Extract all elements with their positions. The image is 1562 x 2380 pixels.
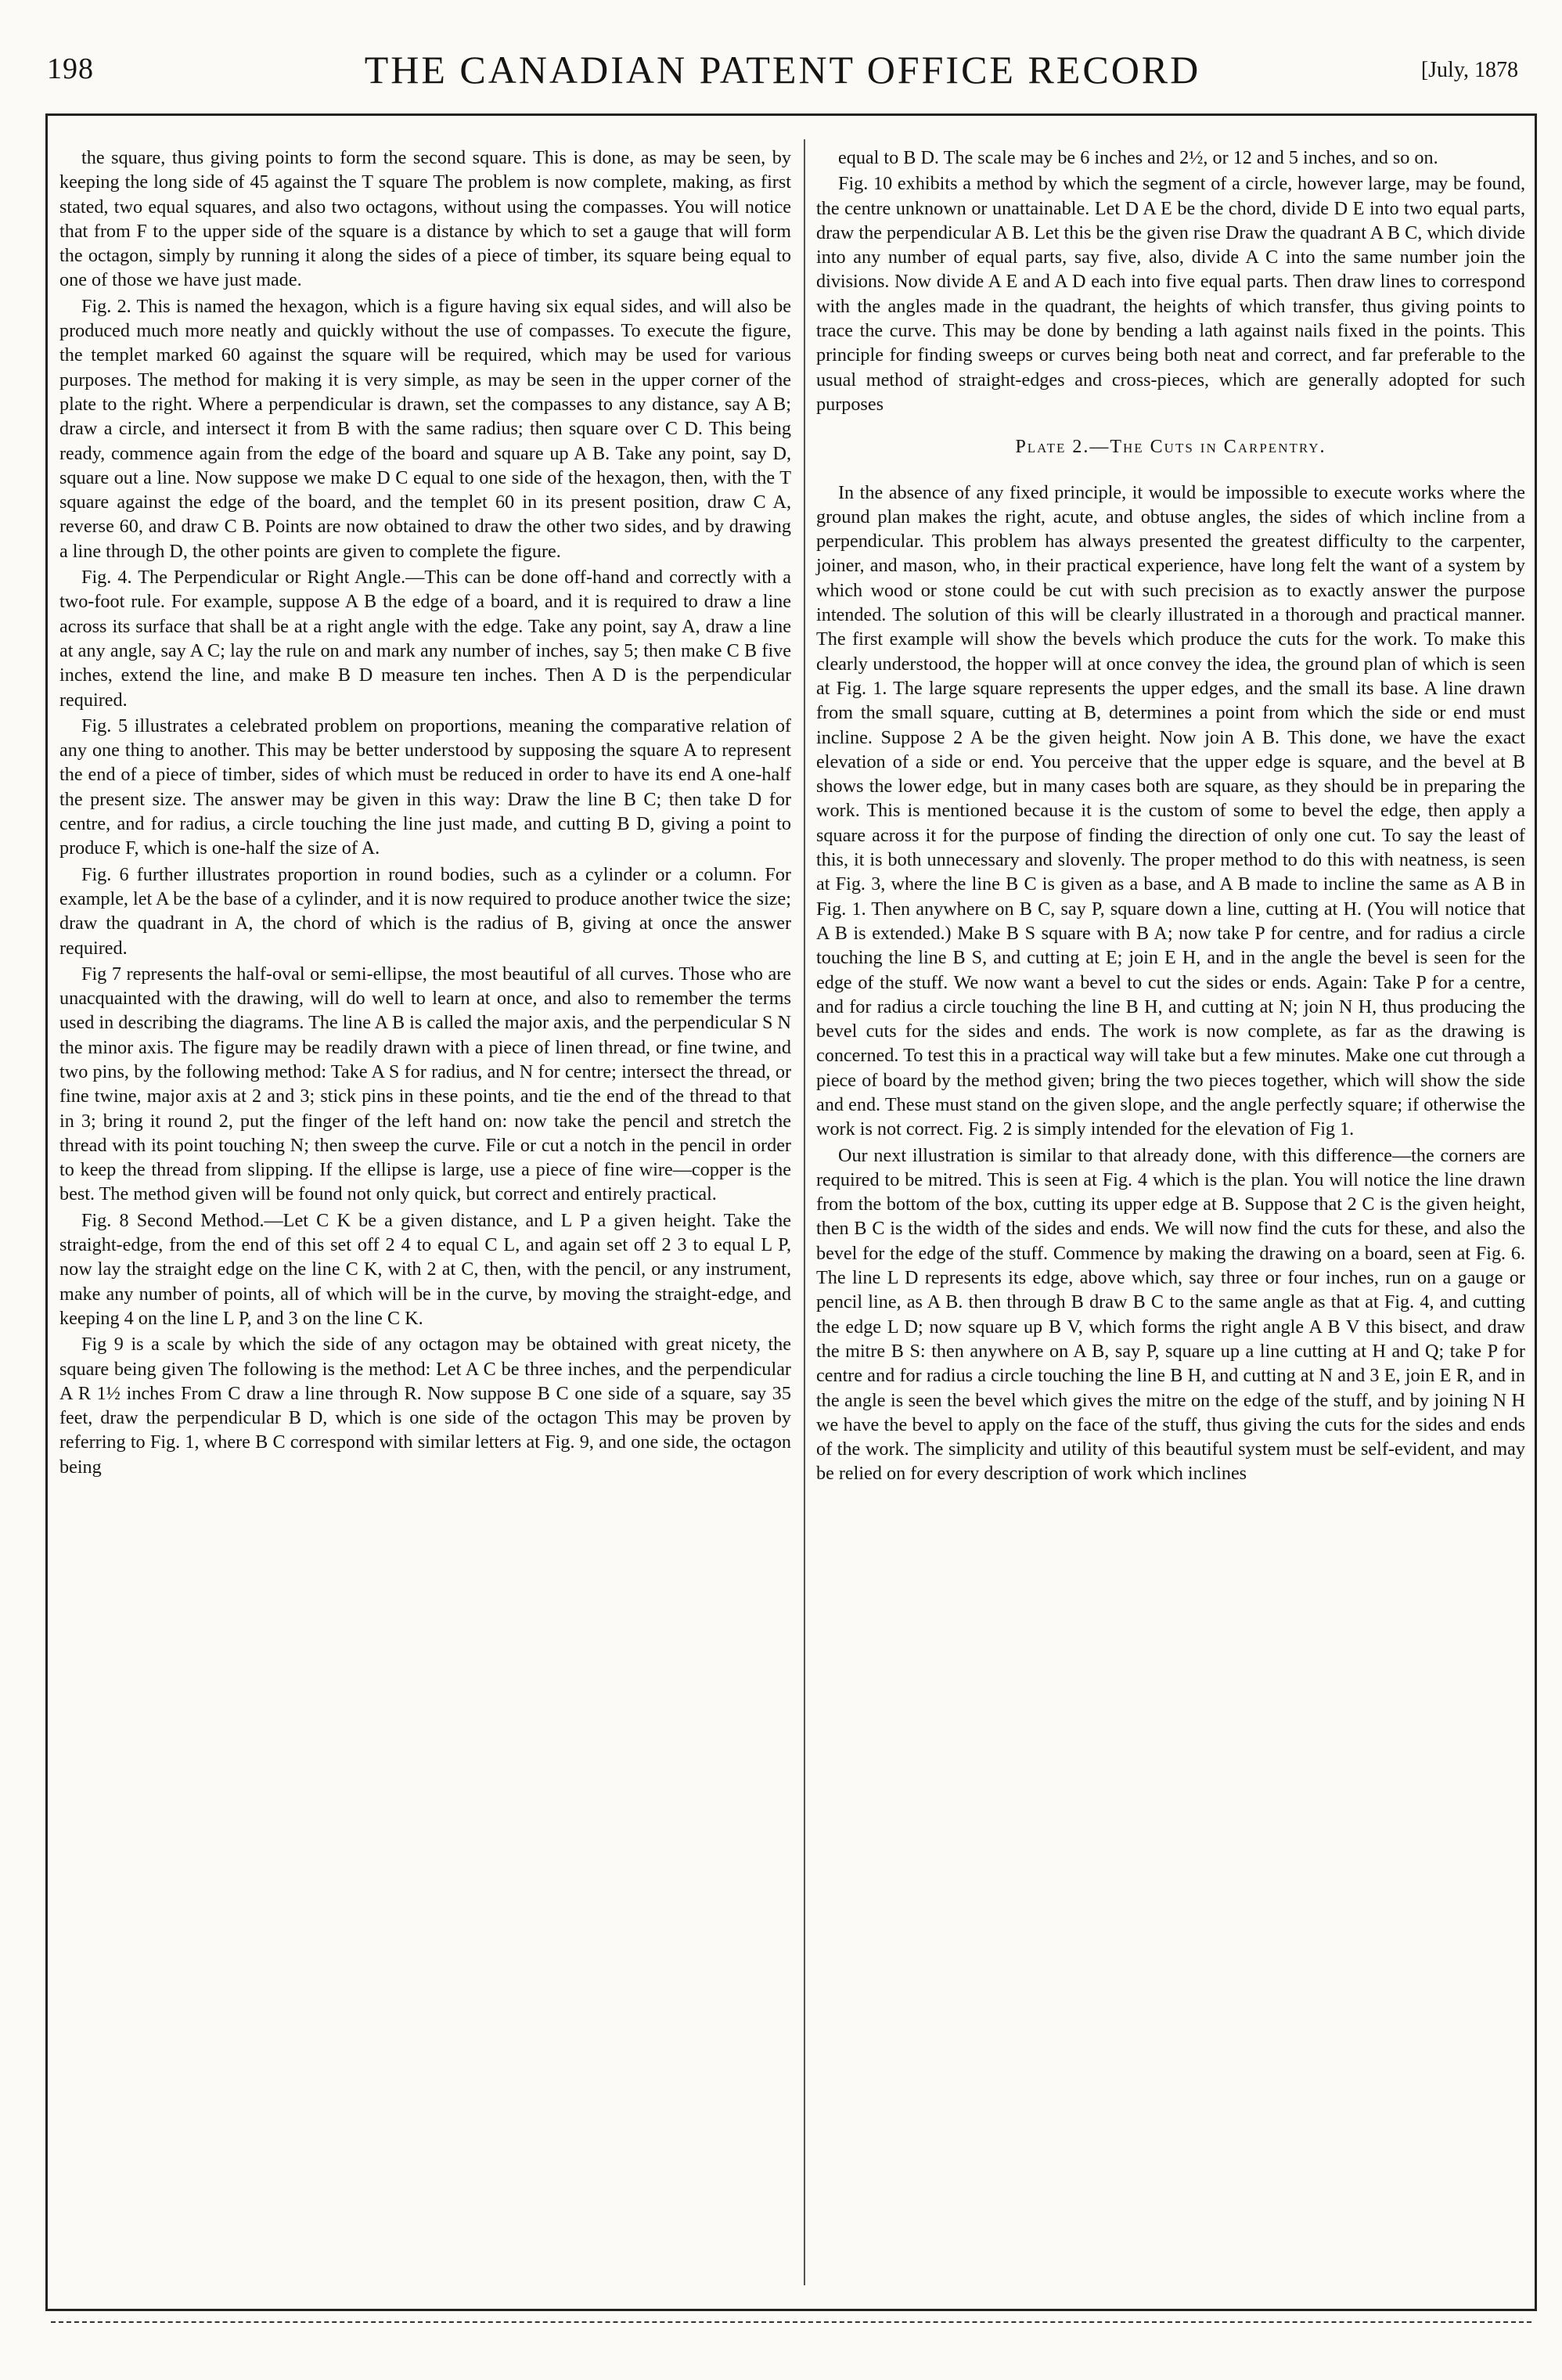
paragraph: equal to B D. The scale may be 6 inches and 2½, or 12 and 5 inches, and so on. <box>838 147 1438 168</box>
paragraph: Fig. 5 illustrates a celebrated problem on proportions, meaning the comparative relation of any one thing to another. This may be better understood by supposing the square A to represent the end of a piece of timber, sides of which must be reduced in order to have its end A one-half the present size. The answer may be given in this way: Draw the line B C; then take D for centre, and for radius, a circle touching the line just made, and cutting B D, giving a point to produce F, which is one-half the size of A. <box>59 715 791 859</box>
paragraph: Our next illustration is similar to that already done, with this difference—the corners are required to be mitred. This is seen at Fig. 4 which is the plan. You will notice the line drawn from the bottom of the box, cutting its upper edge at B. Suppose that 2 C is the given height, then B C is the width of the sides and ends. We will now find the cuts for these, and also the bevel for the edge of the stuff. Commence by making the drawing on a board, seen at Fig. 6. The line L D represents its edge, above which, say three or four inches, run on a gauge or pencil line, as A B. then through B draw B C to the same angle as that at Fig. 4, and cutting the edge L D; now square up B V, which forms the right angle A B V this bisect, and draw the mitre B S: then anywhere on A B, say P, square up a line cutting at H and Q; take P for centre and for radius a circle touching the line B H, and cutting at N and 3 E, join E R, and in the angle is seen the bevel which gives the mitre on the edge of the stuff, and by joining N H we have the bevel to apply on the face of the stuff, thus giving the cuts for the sides and ends of the work. The simplicity and utility of this beautiful system must be self-evident, and may be relied on for every description of work which inclines <box>816 1144 1525 1485</box>
paragraph: Fig. 6 further illustrates proportion in round bodies, such as a cylinder or a column. For example, let A be the base of a cylinder, and it is now required to produce another twice the size; draw the quadrant in A, the chord of which is the radius of B, giving at once the answer required. <box>59 863 791 959</box>
page-number: 198 <box>47 52 94 85</box>
section-heading: Plate 2.—The Cuts in Carpentry. <box>1015 437 1326 458</box>
page-frame <box>45 113 1537 2311</box>
paragraph: Fig. 10 exhibits a method by which the segment of a circle, however large, may be found, the centre unknown or unattainable. Let D A E be the chord, divide D E into two equal parts, draw the perpendicular A B. Let this be the given rise Draw the quadrant A B C, which divide into any number of equal parts, say five, also, divide A C into the same number join the divisions. Now divide A E and A D each into five equal parts. Then draw lines to correspond with the angles made in the quadrant, the heights of which transfer, thus giving points to trace the curve. This may be done by bending a lath against nails fixed in the points. This principle for finding sweeps or curves being both neat and correct, and far preferable to the usual method of straight-edges and cross-pieces, which are generally adopted for such purposes <box>816 173 1525 415</box>
left-column <box>59 146 791 1479</box>
paragraph: Fig. 4. The Perpendicular or Right Angle.—This can be done off-hand and correctly with a two-foot rule. For example, suppose A B the edge of a board, and it is required to draw a line across its surface that shall be at a right angle with the edge. Take any point, say A, draw a line at any angle, say A C; lay the rule on and mark any number of inches, say 5; then make C B five inches, extend the line, and make B D measure ten inches. Then A D is the perpendicular required. <box>59 567 791 711</box>
paragraph: In the absence of any fixed principle, it would be impossible to execute works where the ground plan makes the right, acute, and obtuse angles, the sides of which incline from a perpendicular. This problem has always presented the greatest difficulty to the carpenter, joiner, and mason, who, in their practical experience, have long felt the want of a system by which wood or stone could be cut with such precision as to exactly answer the purpose intended. The solution of this will be clearly illustrated in a thorough and practical manner. The first example will show the bevels which produce the cuts for the work. To make this clearly understood, the hopper will at once convey the idea, the ground plan of which is seen at Fig. 1. The large square represents the upper edges, and the small its base. A line drawn from the small square, cutting at B, determines a point from which the side or end must incline. Suppose 2 A be the given height. Now join A B. This done, we have the exact elevation of a side or end. You perceive that the upper edge is square, and the bevel at B shows the lower edge, but in many cases both are square, as they should be in preparing the work. This is mentioned because it is the custom of some to bevel the edge, then apply a square across it for the purpose of finding the direction of only one cut. To say the least of this, it is both unnecessary and slovenly. The proper method to do this with neatness, is seen at Fig. 3, where the line B C is given as a base, and A B made to incline the same as A B in Fig. 1. Then anywhere on B C, say P, square down a line, cutting at H. (You will notice that A B is extended.) Make B S square with B A; now take P for centre, and for radius a circle touching the line B S, and cutting at E; join E H, and in the angle the bevel is seen for the edge of the stuff. We now want a bevel to cut the sides or ends. Again: Take P for a centre, and for radius a circle touching the line B H, and cutting at N; join N H, thus producing the bevel cuts for the sides and ends. The work is now complete, as far as the drawing is concerned. To test this in a practical way will take but a few minutes. Make one cut through a piece of board by the method given; bring the two pieces together, which will show the side and end. These must stand on the given slope, and the angle perfectly square; if otherwise the work is not correct. Fig. 2 is simply intended for the elevation of Fig 1. <box>816 481 1525 1140</box>
page-header <box>47 47 1518 110</box>
right-column <box>816 146 1525 1486</box>
issue-date: [July, 1878 <box>1420 58 1518 82</box>
paragraph: Fig. 2. This is named the hexagon, which is a figure having six equal sides, and will also be produced much more neatly and quickly without the use of compasses. To execute the figure, the templet marked 60 against the square will be required, which may be used for various purposes. The method for making it is very simple, as may be seen in the upper corner of the plate to the right. Where a perpendicular is drawn, set the compasses to any distance, say A B; draw a circle, and intersect it from B with the same radius; then square over C D. This being ready, commence again from the edge of the board and square up A B. Take any point, say D, square out a line. Now suppose we make D C equal to one side of the hexagon, then, with the T square against the edge of the board, and the templet 60 in its present position, draw C A, reverse 60, and draw C B. Points are now obtained to draw the other two sides, and by drawing a line through D, the other points are given to complete the figure. <box>59 295 791 562</box>
paragraph: Fig. 8 Second Method.—Let C K be a given distance, and L P a given height. Take the straight-edge, from the end of this set off 2 4 to equal C L, and again set off 2 3 to equal L P, now lay the straight edge on the line C K, with 2 at C, then, with the pencil, or any instrument, make any number of points, all of which will be in the curve, by moving the straight-edge, and keeping 4 on the line L P, and 3 on the line C K. <box>59 1209 791 1329</box>
publication-title: THE CANADIAN PATENT OFFICE RECORD <box>364 48 1201 92</box>
paragraph: Fig 9 is a scale by which the side of any octagon may be obtained with great nicety, the square being given The following is the method: Let A C be three inches, and the perpendicular A R 1½ inches From C draw a line through R. Now suppose B C one side of a square, say 35 feet, draw the perpendicular B D, which is one side of the octagon This may be proven by referring to Fig. 1, where B C correspond with similar letters at Fig. 9, and one side, the octagon being <box>59 1334 791 1478</box>
column-divider <box>804 139 805 2285</box>
paragraph: the square, thus giving points to form the second square. This is done, as may be seen, by keeping the long side of 45 against the T square The problem is now complete, making, as first stated, two equal squares, and also two octagons, without using the compasses. You will notice that from F to the upper side of the square is a distance by which to set a gauge that will form the octagon, simply by running it along the sides of a piece of timber, its square being equal to one of those we have just made. <box>59 147 791 291</box>
paragraph: Fig 7 represents the half-oval or semi-ellipse, the most beautiful of all curves. Those who are unacquainted with the drawing, will do well to learn at once, and also to remember the terms used in describing the diagrams. The line A B is called the major axis, and the perpendicular S N the minor axis. The figure may be readily drawn with a piece of linen thread, or fine twine, and two pins, by the following method: Take A S for radius, and N for centre; intersect the thread, or fine twine, major axis at 2 and 3; stick pins in these points, and tie the end of the thread to that in 3; bring it round 2, put the finger of the left hand on: now take the pencil and stretch the thread with its point touching N; then sweep the curve. File or cut a notch in the pencil in order to keep the thread from slipping. If the ellipse is large, use a piece of fine wire—copper is the best. The method given will be found not only quick, but correct and entirely practical. <box>59 963 791 1205</box>
